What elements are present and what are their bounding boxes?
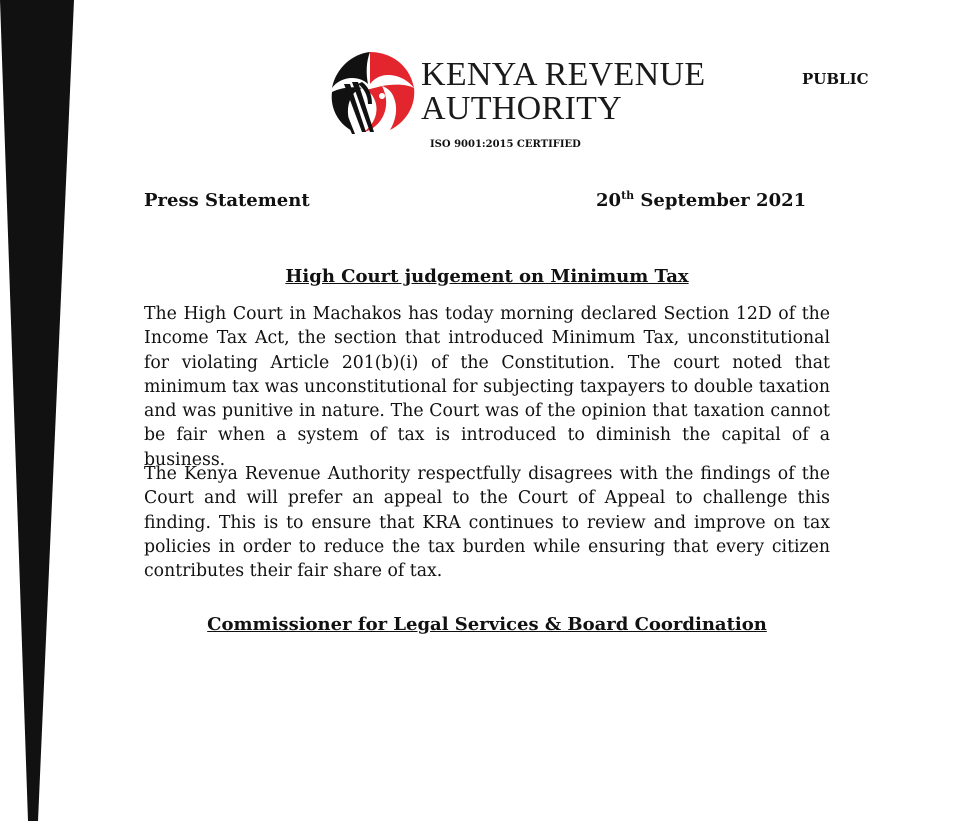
statement-date [596, 190, 806, 211]
signatory: Commissioner for Legal Services & Board Coordination [207, 614, 767, 635]
statement-title: High Court judgement on Minimum Tax [285, 266, 689, 287]
kra-lion-emblem-icon [322, 44, 418, 140]
date-day: 20 [596, 190, 622, 211]
brand-line-1: KENYA REVENUE [421, 56, 706, 93]
brand-line-2: AUTHORITY [421, 90, 623, 127]
iso-certification: ISO 9001:2015 CERTIFIED [430, 139, 581, 150]
classification-label: PUBLIC [802, 70, 869, 88]
brand-wordmark [421, 58, 705, 126]
date-rest: September 2021 [634, 190, 807, 211]
page-edge-shadow [0, 0, 80, 821]
date-suffix: th [621, 189, 635, 202]
body-paragraph-2: The Kenya Revenue Authority respectfully disagrees with the findings of the Court and will prefer an appeal to the Court of Appeal to challenge this finding. This is to ensure that KRA continues to review and improve on tax policies in order to reduce the tax burden while ensuring that every citizen contributes their fair share of tax. [144, 464, 830, 582]
document-type: Press Statement [144, 190, 310, 211]
body-paragraph-1: The High Court in Machakos has today morning declared Section 12D of the Income Tax Act, the section that introduced Minimum Tax, unconstitutional for violating Article 201(b)(i) of the Constitution. The court noted that minimum tax was unconstitutional for subjecting taxpayers to double taxation and was punitive in nature. The Court was of the opinion that taxation cannot be fair when a system of tax is introduced to diminish the capital of a business. [144, 304, 830, 470]
